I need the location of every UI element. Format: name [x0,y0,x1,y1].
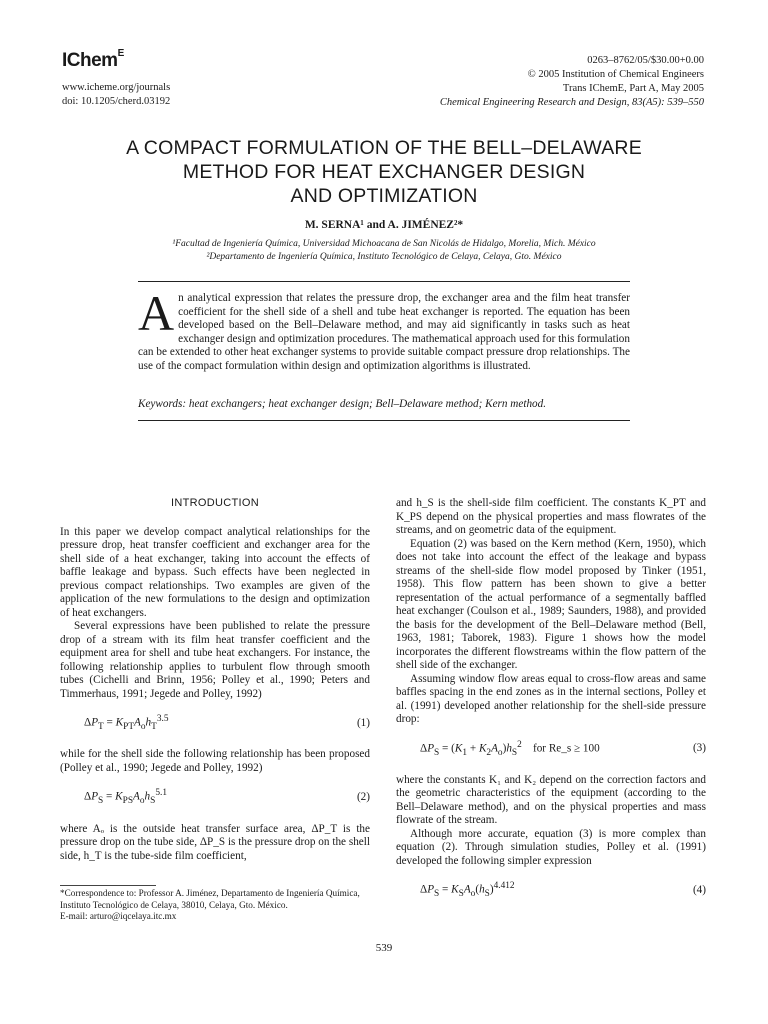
affiliation: ¹Facultad de Ingeniería Química, Universidad Michoacana de San Nicolás de Hidalgo, Morelia, Mich. México [172,239,596,249]
abstract-top-rule [138,281,630,282]
equation-number: (1) [356,716,370,729]
paragraph: and h_S is the shell-side film coefficient. The constants K_PT and K_PS depend on the physical properties and mass flowrates of the streams, and on geometric data of the equipment. [396,497,706,536]
equation-number: (3) [692,742,706,755]
correspondence: *Correspondence to: Professor A. Jiménez, Departamento de Ingeniería Química, Instituto Tecnológico de Celaya, 38010, Celaya, Gto. México. [60,888,360,910]
abstract-bottom-rule [138,420,630,421]
paragraph: Several expressions have been published to relate the pressure drop of a stream with its film heat transfer coefficient and the equipment area for shell and tube heat exchangers. For instance, the following relationship applies to turbulent flow through smooth tubes (Cichelli and Brinn, 1956; Polley et al., 1990; Peters and Timmerhaus, 1991; Jegede and Polley, 1992) [60,620,370,700]
paragraph: Although more accurate, equation (3) is more complex than equation (2). Through simulation studies, Polley et al. (1991) developed the following simpler expression [396,827,706,867]
page-number: 539 [375,942,393,954]
title-line: A COMPACT FORMULATION OF THE BELL–DELAWARE [126,137,642,159]
title-line: METHOD FOR HEAT EXCHANGER DESIGN [182,161,586,183]
keywords: Keywords: heat exchangers; heat exchanger design; Bell–Delaware method; Kern method. [138,398,547,410]
right-column [396,497,706,916]
abstract-text: n analytical expression that relates the pressure drop, the exchanger area and the film heat transfer coefficient for the shell side of a shell and tube heat exchanger is reported. The equation has been developed based on the Bell–Delaware method, and may aid significantly in tasks such as heat exchanger design and optimization procedures. The mathematical approach used for this formulation can be extended to other heat exchanger systems to provide suitable compact pressure drop relationships. The use of the compact formulation within design and optimization algorithms is illustrated. [138,292,630,372]
affiliation: ²Departamento de Ingeniería Química, Instituto Tecnológico de Celaya, Celaya, Gto. México [206,252,562,262]
email[interactable]: E-mail: arturo@iqcelaya.itc.mx [60,911,177,921]
footnote [60,888,372,923]
copyright: © 2005 Institution of Chemical Engineers [527,69,704,80]
equation-2: $\Delta P_S = K_{PS}A_oh_S^{5.1}$ (2) [84,788,370,807]
footnote-rule [60,885,156,886]
paragraph: where the constants K₁ and K₂ depend on the correction factors and the geometric characteristics of the equipment (according to the Bell–Delaware method), and on the physical properties and mass flowrate of the stream. [396,773,706,827]
trans: Trans IChemE, Part A, May 2005 [562,83,704,94]
left-column [60,497,370,863]
equation-number: (4) [692,884,706,897]
abstract [138,285,630,373]
doi: doi: 10.1205/cherd.03192 [62,96,171,107]
header-right [440,54,704,110]
section-heading: INTRODUCTION [171,497,259,509]
paper-title [60,136,708,208]
affiliations [60,238,708,264]
paragraph: where Aₒ is the outside heat transfer surface area, ΔP_T is the pressure drop on the tube side, ΔP_S is the pressure drop on the shell side, h_T is the tube-side film coefficient, [60,822,370,862]
header-left [62,81,170,109]
journal-url[interactable]: www.icheme.org/journals [62,82,171,93]
equation-3: $\Delta P_S = (K_1 + K_2A_o)h_S^2$ for Re_s ≥ 100 (3) [420,739,706,758]
paragraph: Equation (2) was based on the Kern method (Kern, 1950), which does not take into account the effect of the leakage and bypass streams of the shell-side flow model proposed by Tinker (1951, 1958). This flow pattern has been shown to give a better representation of the actual performance of a segmentally baffled heat exchanger (Coulson et al., 1989; Saunders, 1988), and provided the basis for the development of the Bell–Delaware method (Bell, 1963, 1981; Taborek, 1983). Figure 1 shows how the model incorporates the different flowstreams within the flow pattern of the shell side of the exchanger. [396,537,706,671]
paragraph: In this paper we develop compact analytical relationships for the pressure drop, heat transfer coefficient and exchanger area for the shell side of a heat exchanger, taking into account the effects of baffle leakage and bypass. Such effects have been neglected in previous compact relationships. Two examples are given of the application of the new formulations to the design and optimization of heat exchangers. [60,525,370,619]
title-line: AND OPTIMIZATION [290,185,478,207]
authors: M. SERNA¹ and A. JIMÉNEZ²* [304,219,464,231]
equation-number: (2) [356,791,370,804]
equation-1: $\Delta P_T = K_{PT}A_oh_T^{3.5}$ (1) [84,714,370,732]
journal-citation: Chemical Engineering Research and Design, 83(A5): 539–550 [439,97,704,108]
dropcap: A [138,285,175,341]
equation-4: $\Delta P_S = K_SA_o(h_S)^{4.412}$ (4) [420,881,706,900]
journal-logo: IChem$^E$ [62,48,124,71]
paragraph: while for the shell side the following relationship has been proposed (Polley et al., 1990; Jegede and Polley, 1992) [60,748,370,774]
issn: 0263–8762/05/$30.00+0.00 [587,55,704,66]
equation-condition: for Re_s ≥ 100 [532,742,600,755]
paragraph: Assuming window flow areas equal to cross-flow areas and same baffles spacing in the end zones as in the internal sections, Polley et al. (1991) developed another relationship for the shell-side pressure drop: [396,672,706,725]
